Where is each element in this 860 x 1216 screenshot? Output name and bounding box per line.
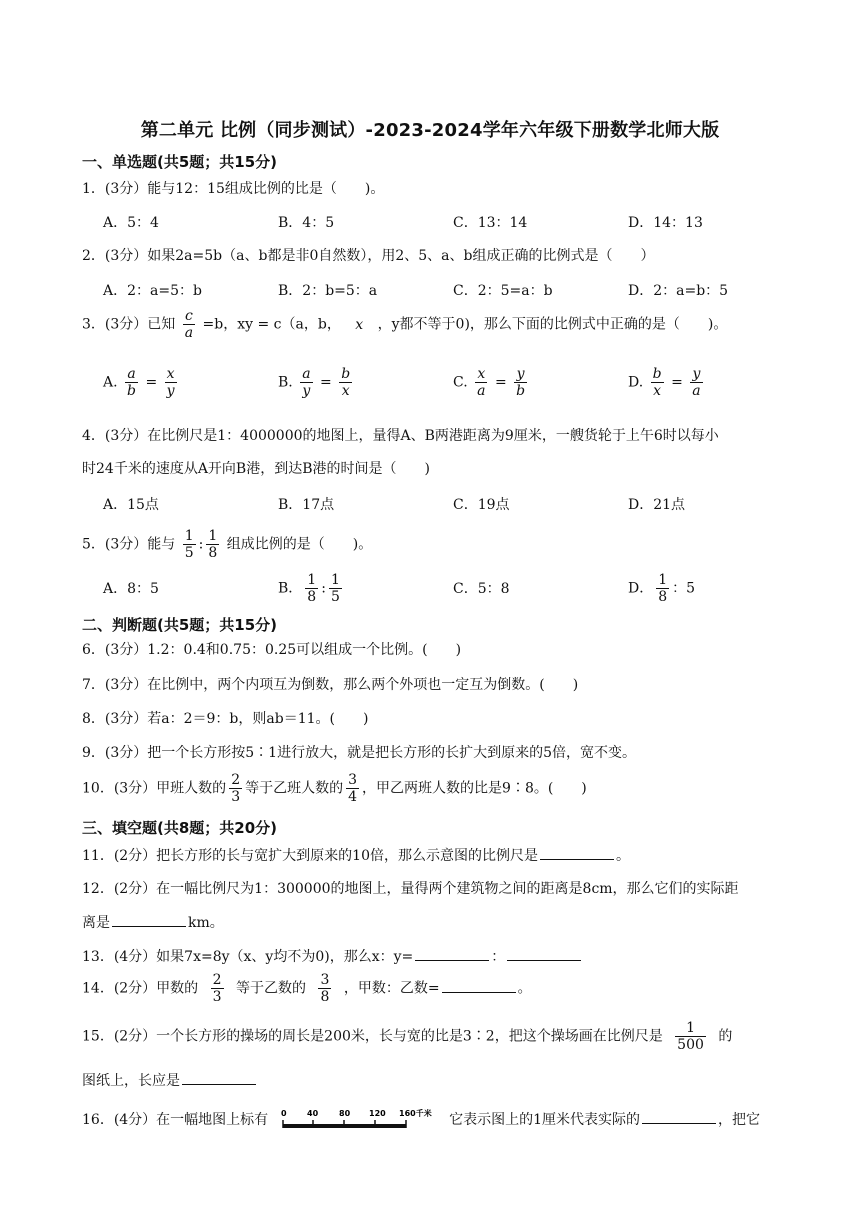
numerator: y	[692, 366, 701, 382]
option-a[interactable]: A．15点	[103, 497, 159, 513]
section-title-fill-blank: 三、填空题(共8题；共20分)	[82, 819, 278, 837]
option-label: D.	[628, 374, 644, 391]
denominator: 8	[320, 989, 330, 1005]
option-b[interactable]	[278, 572, 345, 605]
question-text: 14．(2分）甲数的	[82, 980, 199, 997]
option-b[interactable]: B．4：5	[278, 215, 335, 231]
equals: =	[145, 374, 158, 391]
question-4-line-2: 时24千米的速度从A开向B港，到达B港的时间是（ )	[82, 461, 430, 477]
numerator: 1	[307, 572, 317, 588]
option-b[interactable]: B．17点	[278, 497, 335, 513]
option-c[interactable]: C．19点	[453, 497, 510, 513]
equals: =	[320, 374, 332, 391]
question-7: 7．(3分）在比例中，两个内项互为倒数，那么两个外项也一定互为倒数。( )	[82, 677, 579, 693]
scale-tick-label: 160千米	[398, 1109, 432, 1118]
option-label: B.	[278, 374, 293, 391]
question-text: 。	[616, 848, 630, 864]
numerator: 2	[231, 772, 241, 788]
fraction	[211, 972, 224, 1005]
option-d[interactable]	[628, 572, 695, 605]
option-a[interactable]: A．2：a=5：b	[103, 283, 202, 299]
scale-tick-label: 80	[338, 1109, 350, 1118]
option-c[interactable]: C．13：14	[453, 215, 528, 231]
denominator: b	[516, 383, 526, 399]
question-14	[82, 972, 532, 1005]
answer-blank[interactable]	[442, 978, 516, 993]
option-label: B．	[278, 580, 303, 597]
answer-blank[interactable]	[112, 912, 186, 927]
option-d[interactable]: D．14：13	[628, 215, 703, 231]
denominator: 8	[208, 545, 218, 561]
fraction	[229, 772, 242, 805]
denominator: 5	[330, 589, 340, 605]
option-label: A.	[103, 374, 118, 391]
question-2-options	[103, 280, 803, 304]
question-text: 离是	[82, 915, 110, 931]
answer-blank[interactable]	[415, 946, 489, 961]
question-text: km。	[188, 915, 224, 931]
option-a[interactable]: A．8：5	[103, 581, 159, 597]
numerator: 3	[320, 972, 330, 988]
denominator: x	[651, 382, 664, 399]
denominator: b	[127, 383, 136, 399]
question-12-line-1: 12．(2分）在一幅比例尺为1：300000的地图上，量得两个建筑物之间的距离是8cm，那么它们的实际距	[82, 881, 739, 897]
fraction	[339, 366, 352, 399]
scale-tick-label: 0	[280, 1109, 287, 1118]
denominator: 3	[231, 789, 241, 805]
fraction	[475, 366, 487, 399]
option-c[interactable]: C．2：5=a：b	[453, 283, 553, 299]
scale-bar	[283, 1124, 406, 1128]
fraction	[656, 572, 669, 605]
numerator: a	[302, 366, 311, 382]
question-8: 8．(3分）若a：2＝9：b，则ab＝11。( )	[82, 711, 369, 727]
scale-bar-graphic	[279, 1106, 439, 1134]
numerator: 1	[686, 1020, 695, 1036]
option-suffix: ：5	[672, 580, 696, 597]
option-d[interactable]: D．21点	[628, 497, 686, 513]
question-text: =b，xy = c（a，b，	[202, 316, 341, 333]
question-text: 16．(4分）在一幅地图上标有	[82, 1112, 269, 1128]
question-text: 5．(3分）能与	[82, 536, 176, 553]
denominator: 8	[307, 589, 317, 605]
question-3-options	[103, 366, 803, 410]
question-text: ，甲乙两班人数的比是9∶8。( )	[362, 780, 587, 797]
section-title-true-false: 二、判断题(共5题；共15分)	[82, 616, 278, 634]
question-10	[82, 772, 587, 805]
numerator: 1	[658, 572, 668, 588]
option-d[interactable]: D．2：a=b：5	[628, 283, 729, 299]
denominator: a	[692, 383, 701, 399]
fraction	[183, 528, 196, 561]
question-1-options	[103, 212, 803, 236]
question-4-line-1: 4．(3分）在比例尺是1：4000000的地图上，量得A、B两港距离为9厘米，一艘货轮于上午6时以每小	[82, 428, 719, 444]
option-c[interactable]: C．5：8	[453, 581, 510, 597]
option-label: D．	[628, 580, 654, 597]
question-15-line-2	[82, 1070, 258, 1091]
fraction	[346, 772, 359, 805]
question-text: 组成比例的是（ )。	[226, 536, 373, 553]
question-5-options	[103, 572, 803, 612]
numerator: 1	[330, 572, 340, 588]
question-4-options	[103, 494, 803, 518]
fraction	[305, 572, 318, 605]
fraction	[206, 528, 219, 561]
fraction	[329, 572, 342, 605]
numerator: 1	[184, 528, 194, 544]
question-3	[82, 308, 727, 341]
denominator: 4	[348, 789, 358, 805]
question-text: ，y都不等于0)，那么下面的比例式中正确的是（ )。	[377, 316, 728, 333]
option-c[interactable]	[453, 366, 530, 399]
denominator: a	[184, 325, 194, 341]
answer-blank[interactable]	[642, 1109, 716, 1124]
question-text: 图纸上，长应是	[82, 1073, 180, 1089]
scale-tick-label: 40	[306, 1109, 318, 1118]
numerator: x	[477, 366, 486, 382]
scale-tick-label: 120	[368, 1109, 386, 1118]
fraction	[165, 366, 177, 399]
equals: =	[494, 374, 507, 391]
numerator: c	[184, 308, 193, 324]
denominator: y	[300, 382, 312, 399]
numerator: 2	[212, 972, 222, 988]
question-text: 等于乙班人数的	[245, 780, 344, 797]
equals: =	[671, 374, 683, 391]
numerator: a	[127, 366, 136, 382]
question-15	[82, 1020, 732, 1053]
question-16	[82, 1106, 760, 1134]
colon: :	[198, 536, 204, 553]
numerator: b	[341, 366, 351, 382]
fraction	[300, 366, 312, 399]
question-text: ，把它	[718, 1112, 761, 1128]
answer-blank[interactable]	[507, 946, 581, 961]
question-text: 10．(3分）甲班人数的	[82, 780, 227, 797]
question-text: 。	[517, 980, 532, 997]
denominator: x	[339, 382, 352, 399]
denominator: 500	[677, 1037, 704, 1053]
question-text: ：	[491, 949, 506, 965]
fraction	[690, 366, 702, 399]
variable: x	[355, 316, 364, 333]
section-title-single-choice: 一、单选题(共5题；共15分)	[82, 153, 278, 171]
fraction	[675, 1020, 706, 1053]
option-b[interactable]: B．2：b=5：a	[278, 283, 378, 299]
option-b[interactable]	[278, 366, 355, 399]
numerator: 1	[208, 528, 218, 544]
colon: :	[321, 580, 326, 597]
question-6: 6．(3分）1.2：0.4和0.75：0.25可以组成一个比例。( )	[82, 642, 462, 658]
page-title: 第二单元 比例（同步测试）-2023-2024学年六年级下册数学北师大版	[140, 120, 720, 141]
denominator: 5	[184, 545, 194, 561]
question-text: 它表示图上的1厘米代表实际的	[449, 1112, 641, 1128]
question-11	[82, 845, 630, 866]
option-a[interactable]: A．5：4	[103, 215, 159, 231]
option-label: C.	[453, 374, 468, 391]
denominator: 3	[212, 989, 222, 1005]
question-5	[82, 528, 372, 561]
answer-blank[interactable]	[182, 1070, 256, 1085]
fraction	[125, 366, 138, 399]
fraction	[651, 366, 664, 399]
question-12-line-2	[82, 912, 224, 933]
question-13	[82, 946, 583, 967]
question-1: 1．(3分）能与12：15组成比例的比是（ )。	[82, 181, 385, 197]
option-a[interactable]	[103, 366, 180, 399]
fraction	[318, 972, 331, 1005]
numerator: y	[516, 366, 525, 382]
question-text: 15．(2分）一个长方形的操场的周长是200米，长与宽的比是3∶2，把这个操场画在比例尺是	[82, 1028, 663, 1045]
fraction	[514, 366, 527, 399]
question-2: 2．(3分）如果2a=5b（a、b都是非0自然数），用2、5、a、b组成正确的比例式是（ ）	[82, 248, 655, 264]
numerator: b	[652, 366, 662, 382]
map-scale-bar	[279, 1106, 439, 1134]
fraction	[183, 308, 195, 341]
answer-blank[interactable]	[540, 845, 614, 860]
numerator: x	[166, 366, 175, 382]
question-text: ，甲数：乙数=	[343, 980, 440, 997]
question-text: 13．(4分）如果7x=8y（x、y均不为0)，那么x：y=	[82, 949, 414, 965]
denominator: a	[477, 383, 486, 399]
question-text: 11．(2分）把长方形的长与宽扩大到原来的10倍，那么示意图的比例尺是	[82, 848, 538, 864]
question-text: 等于乙数的	[236, 980, 307, 997]
question-text: 的	[718, 1028, 733, 1045]
option-d[interactable]	[628, 366, 706, 399]
numerator: 3	[348, 772, 358, 788]
question-text: 3．(3分）已知	[82, 316, 176, 333]
denominator: 8	[658, 589, 668, 605]
question-9: 9．(3分）把一个长方形按5∶1进行放大，就是把长方形的长扩大到原来的5倍，宽不变。	[82, 745, 636, 761]
denominator: y	[166, 383, 175, 399]
